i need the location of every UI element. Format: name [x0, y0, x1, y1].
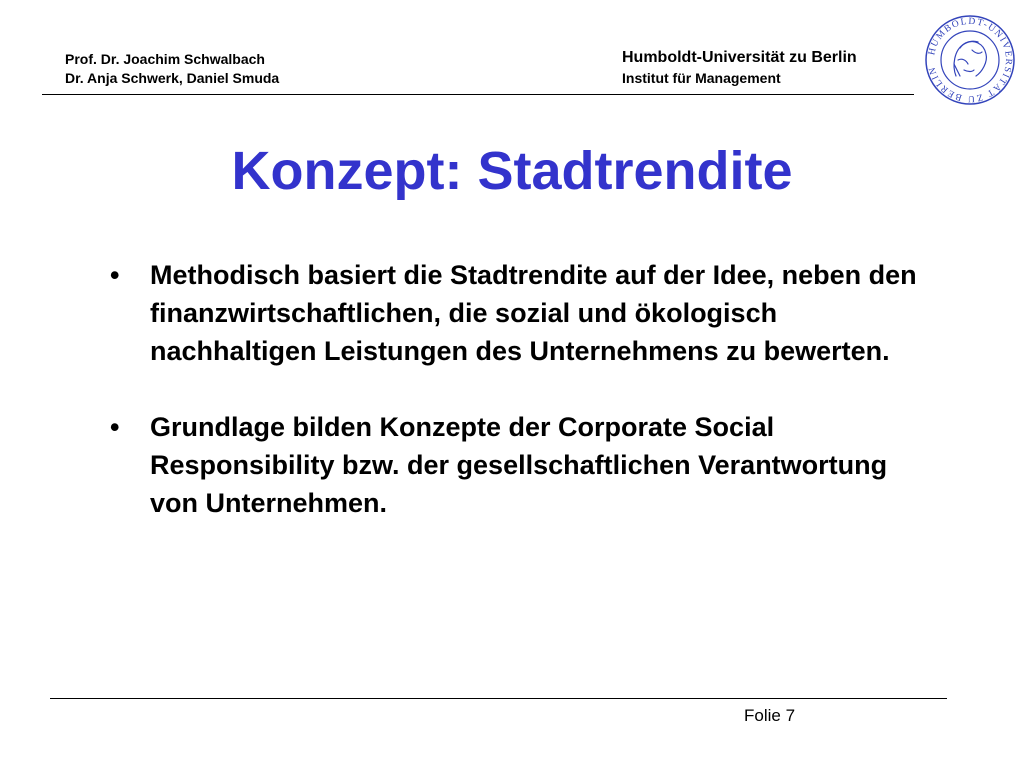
svg-text:HUMBOLDT-UNIVERSITÄT ZU BERLIN: HUMBOLDT-UNIVERSITÄT ZU BERLIN	[927, 16, 1014, 104]
bullet-text: Grundlage bilden Konzepte der Corporate Social Responsibility bzw. der gesellschaftlichen Verantwortung von Unternehmen.	[150, 412, 888, 518]
bullet-list	[110, 256, 930, 560]
author-block	[65, 50, 279, 88]
page-number: Folie 7	[744, 706, 796, 725]
institute-name: Institut für Management	[622, 70, 781, 86]
authors-line-2: Dr. Anja Schwerk, Daniel Smuda	[65, 70, 280, 86]
bullet-marker: •	[110, 260, 120, 290]
university-name: Humboldt-Universität zu Berlin	[622, 49, 857, 66]
institution-block	[622, 48, 857, 88]
university-seal-logo	[924, 14, 1016, 106]
authors-line-1: Prof. Dr. Joachim Schwalbach	[65, 51, 265, 67]
bullet-text: Methodisch basiert die Stadtrendite auf der Idee, neben den finanzwirtschaftlichen, die sozial und ökologisch nachhaltigen Leistungen des Unternehmens zu bewerten.	[150, 260, 917, 366]
bullet-marker: •	[110, 412, 120, 442]
header-divider	[42, 94, 914, 95]
slide-title: Konzept: Stadtrendite	[231, 141, 793, 201]
bullet-item	[110, 408, 930, 522]
footer-divider	[50, 698, 947, 699]
bullet-item	[110, 256, 930, 370]
